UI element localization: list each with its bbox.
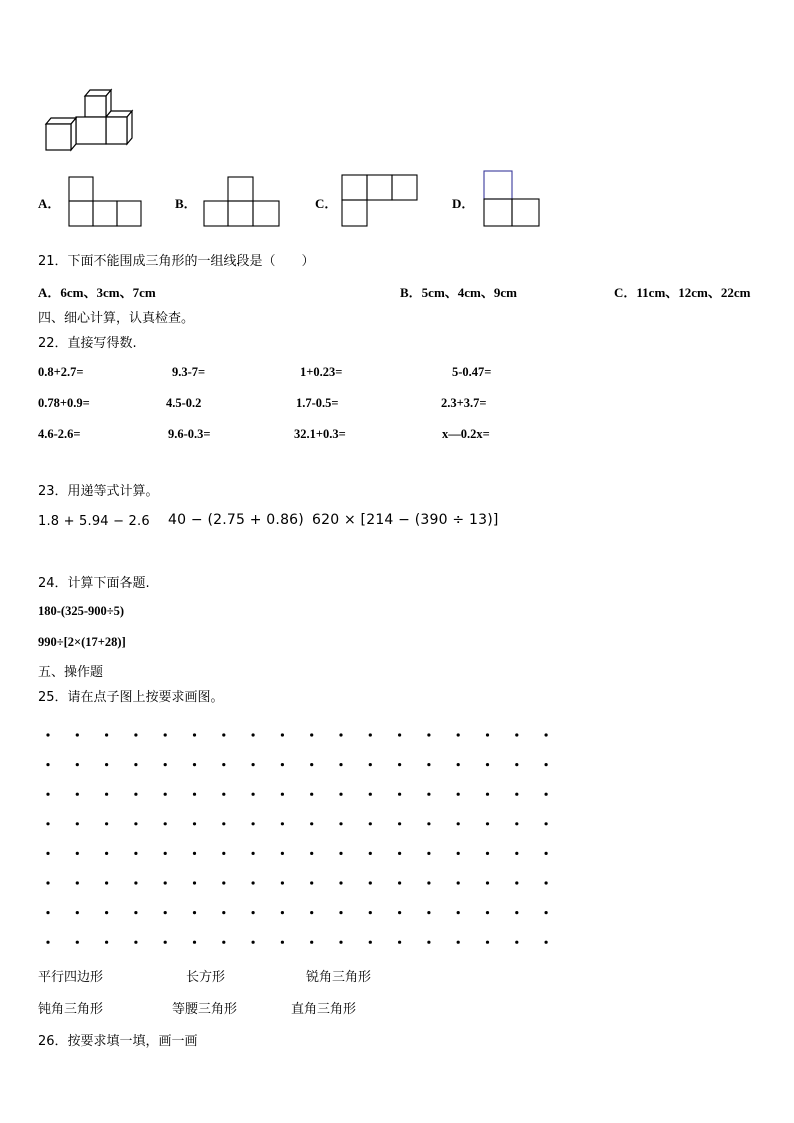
grid-dot[interactable] xyxy=(545,852,548,855)
grid-dot[interactable] xyxy=(457,911,460,914)
grid-dot[interactable] xyxy=(339,881,342,884)
grid-dot[interactable] xyxy=(46,911,49,914)
grid-dot[interactable] xyxy=(545,733,548,736)
grid-dot[interactable] xyxy=(545,763,548,766)
grid-dot[interactable] xyxy=(193,911,196,914)
grid-dot[interactable] xyxy=(545,822,548,825)
grid-dot[interactable] xyxy=(486,793,489,796)
grid-dot[interactable] xyxy=(134,881,137,884)
grid-dot[interactable] xyxy=(369,911,372,914)
grid-dot[interactable] xyxy=(310,941,313,944)
q22-item: 9.6-0.3= xyxy=(168,427,211,441)
grid-dot[interactable] xyxy=(76,822,79,825)
grid-dot[interactable] xyxy=(193,941,196,944)
grid-dot[interactable] xyxy=(515,733,518,736)
grid-dot[interactable] xyxy=(369,881,372,884)
grid-dot[interactable] xyxy=(164,852,167,855)
q22-item: x—0.2x= xyxy=(442,427,490,441)
grid-dot[interactable] xyxy=(134,911,137,914)
q23-expr: 1.8 + 5.94 − 2.6 xyxy=(38,514,150,529)
grid-dot[interactable] xyxy=(427,793,430,796)
q25-label: 长方形 xyxy=(186,970,226,985)
grid-dot[interactable] xyxy=(545,881,548,884)
grid-dot[interactable] xyxy=(222,793,225,796)
grid-dot[interactable] xyxy=(105,881,108,884)
q22-item: 5-0.47= xyxy=(452,365,492,379)
grid-dot[interactable] xyxy=(398,881,401,884)
q25-stem: 25．请在点子图上按要求画图。 xyxy=(38,690,224,705)
grid-dot[interactable] xyxy=(164,822,167,825)
grid-dot[interactable] xyxy=(134,941,137,944)
grid-dot[interactable] xyxy=(457,763,460,766)
grid-dot[interactable] xyxy=(310,881,313,884)
grid-dot[interactable] xyxy=(281,941,284,944)
q22-item: 1.7-0.5= xyxy=(296,396,339,410)
section-5-heading: 五、操作题 xyxy=(38,665,104,680)
grid-dot[interactable] xyxy=(281,763,284,766)
grid-dot[interactable] xyxy=(134,763,137,766)
grid-dot[interactable] xyxy=(427,763,430,766)
grid-dot[interactable] xyxy=(222,822,225,825)
q23-expr: 40 − (2.75 + 0.86) xyxy=(168,512,304,528)
grid-dot[interactable] xyxy=(134,852,137,855)
option-a-view-icon xyxy=(68,176,142,228)
grid-dot[interactable] xyxy=(457,852,460,855)
grid-dot[interactable] xyxy=(369,852,372,855)
q24-item: 990÷[2×(17+28)] xyxy=(38,635,126,649)
grid-dot[interactable] xyxy=(369,733,372,736)
grid-dot[interactable] xyxy=(486,881,489,884)
grid-dot[interactable] xyxy=(46,793,49,796)
grid-dot[interactable] xyxy=(76,941,79,944)
q22-stem: 22．直接写得数. xyxy=(38,336,137,351)
grid-dot[interactable] xyxy=(339,822,342,825)
grid-dot[interactable] xyxy=(193,733,196,736)
grid-dot[interactable] xyxy=(76,852,79,855)
grid-dot[interactable] xyxy=(457,822,460,825)
grid-dot[interactable] xyxy=(105,733,108,736)
grid-dot[interactable] xyxy=(252,763,255,766)
q21-stem: 21．下面不能围成三角形的一组线段是（ ） xyxy=(38,254,315,269)
grid-dot[interactable] xyxy=(105,911,108,914)
grid-dot[interactable] xyxy=(76,763,79,766)
grid-dot[interactable] xyxy=(134,733,137,736)
section-4-heading: 四、细心计算，认真检查。 xyxy=(38,311,195,326)
grid-dot[interactable] xyxy=(457,793,460,796)
grid-dot[interactable] xyxy=(398,852,401,855)
grid-dot[interactable] xyxy=(164,911,167,914)
grid-dot[interactable] xyxy=(76,733,79,736)
grid-dot[interactable] xyxy=(545,793,548,796)
option-a-letter: A． xyxy=(38,196,61,211)
grid-dot[interactable] xyxy=(46,941,49,944)
grid-dot[interactable] xyxy=(486,941,489,944)
grid-dot[interactable] xyxy=(252,941,255,944)
grid-dot[interactable] xyxy=(46,763,49,766)
dot-grid[interactable] xyxy=(40,727,560,953)
grid-dot[interactable] xyxy=(339,733,342,736)
grid-dot[interactable] xyxy=(545,941,548,944)
grid-dot[interactable] xyxy=(486,852,489,855)
grid-dot[interactable] xyxy=(164,793,167,796)
grid-dot[interactable] xyxy=(46,733,49,736)
grid-dot[interactable] xyxy=(310,733,313,736)
grid-dot[interactable] xyxy=(310,763,313,766)
grid-dot[interactable] xyxy=(76,881,79,884)
grid-dot[interactable] xyxy=(369,822,372,825)
grid-dot[interactable] xyxy=(457,941,460,944)
q21-option-a: A．6cm、3cm、7cm xyxy=(38,285,156,300)
grid-dot[interactable] xyxy=(486,911,489,914)
option-b-letter: B． xyxy=(175,196,197,211)
grid-dot[interactable] xyxy=(46,852,49,855)
grid-dot[interactable] xyxy=(515,822,518,825)
grid-dot[interactable] xyxy=(252,852,255,855)
grid-dot[interactable] xyxy=(134,822,137,825)
q22-item: 9.3-7= xyxy=(172,365,206,379)
q22-item: 2.3+3.7= xyxy=(441,396,487,410)
grid-dot[interactable] xyxy=(339,852,342,855)
option-c-view-icon xyxy=(341,174,419,228)
grid-dot[interactable] xyxy=(46,881,49,884)
q22-item: 32.1+0.3= xyxy=(294,427,346,441)
grid-dot[interactable] xyxy=(281,911,284,914)
option-c-letter: C． xyxy=(315,196,338,211)
q22-item: 4.5-0.2 xyxy=(166,396,202,410)
grid-dot[interactable] xyxy=(252,822,255,825)
grid-dot[interactable] xyxy=(105,793,108,796)
q22-item: 4.6-2.6= xyxy=(38,427,81,441)
grid-dot[interactable] xyxy=(281,733,284,736)
grid-dot[interactable] xyxy=(427,822,430,825)
q25-label: 钝角三角形 xyxy=(38,1002,104,1017)
grid-dot[interactable] xyxy=(427,733,430,736)
grid-dot[interactable] xyxy=(515,911,518,914)
grid-dot[interactable] xyxy=(339,911,342,914)
grid-dot[interactable] xyxy=(105,852,108,855)
grid-dot[interactable] xyxy=(398,911,401,914)
grid-dot[interactable] xyxy=(310,793,313,796)
grid-dot[interactable] xyxy=(76,911,79,914)
grid-dot[interactable] xyxy=(164,941,167,944)
grid-dot[interactable] xyxy=(398,822,401,825)
q21-option-b: B．5cm、4cm、9cm xyxy=(400,285,517,300)
grid-dot[interactable] xyxy=(545,911,548,914)
q24-item: 180-(325-900÷5) xyxy=(38,604,125,618)
grid-dot[interactable] xyxy=(398,793,401,796)
q25-label: 锐角三角形 xyxy=(306,970,372,985)
grid-dot[interactable] xyxy=(486,763,489,766)
grid-dot[interactable] xyxy=(310,852,313,855)
grid-dot[interactable] xyxy=(339,763,342,766)
q22-item: 0.78+0.9= xyxy=(38,396,90,410)
grid-dot[interactable] xyxy=(281,881,284,884)
grid-dot[interactable] xyxy=(339,793,342,796)
grid-dot[interactable] xyxy=(427,911,430,914)
grid-dot[interactable] xyxy=(134,793,137,796)
grid-dot[interactable] xyxy=(252,733,255,736)
grid-dot[interactable] xyxy=(486,822,489,825)
grid-dot[interactable] xyxy=(222,733,225,736)
cube-solid-figure xyxy=(40,86,140,156)
grid-dot[interactable] xyxy=(281,822,284,825)
grid-dot[interactable] xyxy=(457,881,460,884)
grid-dot[interactable] xyxy=(105,822,108,825)
grid-dot[interactable] xyxy=(222,941,225,944)
grid-dot[interactable] xyxy=(252,881,255,884)
grid-dot[interactable] xyxy=(164,733,167,736)
grid-dot[interactable] xyxy=(515,793,518,796)
grid-dot[interactable] xyxy=(105,941,108,944)
grid-dot[interactable] xyxy=(46,822,49,825)
grid-dot[interactable] xyxy=(310,911,313,914)
grid-dot[interactable] xyxy=(164,881,167,884)
grid-dot[interactable] xyxy=(193,852,196,855)
q24-stem: 24．计算下面各题. xyxy=(38,576,150,591)
grid-dot[interactable] xyxy=(427,881,430,884)
q25-label: 等腰三角形 xyxy=(172,1002,238,1017)
option-d-view-icon xyxy=(483,170,541,228)
grid-dot[interactable] xyxy=(515,852,518,855)
grid-dot[interactable] xyxy=(193,822,196,825)
grid-dot[interactable] xyxy=(427,941,430,944)
grid-dot[interactable] xyxy=(76,793,79,796)
q25-label: 平行四边形 xyxy=(38,970,104,985)
grid-dot[interactable] xyxy=(105,763,108,766)
q25-label: 直角三角形 xyxy=(291,1002,357,1017)
grid-dot[interactable] xyxy=(515,941,518,944)
grid-dot[interactable] xyxy=(222,763,225,766)
grid-dot[interactable] xyxy=(398,733,401,736)
grid-dot[interactable] xyxy=(515,763,518,766)
grid-dot[interactable] xyxy=(252,911,255,914)
q23-stem: 23．用递等式计算。 xyxy=(38,484,159,499)
grid-dot[interactable] xyxy=(222,852,225,855)
grid-dot[interactable] xyxy=(457,733,460,736)
grid-dot[interactable] xyxy=(486,733,489,736)
grid-dot[interactable] xyxy=(193,763,196,766)
grid-dot[interactable] xyxy=(339,941,342,944)
grid-dot[interactable] xyxy=(369,793,372,796)
option-d-letter: D． xyxy=(452,196,475,211)
grid-dot[interactable] xyxy=(281,793,284,796)
grid-dot[interactable] xyxy=(193,793,196,796)
grid-dot[interactable] xyxy=(222,911,225,914)
grid-dot[interactable] xyxy=(164,763,167,766)
grid-dot[interactable] xyxy=(310,822,313,825)
q26-stem: 26．按要求填一填，画一画 xyxy=(38,1034,198,1049)
grid-dot[interactable] xyxy=(398,763,401,766)
grid-dot[interactable] xyxy=(252,793,255,796)
q21-option-c: C．11cm、12cm、22cm xyxy=(614,285,751,300)
q22-item: 1+0.23= xyxy=(300,365,343,379)
q23-expr: 620 × [214 − (390 ÷ 13)] xyxy=(312,512,499,528)
grid-dot[interactable] xyxy=(369,763,372,766)
grid-dot[interactable] xyxy=(515,881,518,884)
option-b-view-icon xyxy=(203,176,281,228)
grid-dot[interactable] xyxy=(369,941,372,944)
q22-item: 0.8+2.7= xyxy=(38,365,84,379)
grid-dot[interactable] xyxy=(193,881,196,884)
grid-dot[interactable] xyxy=(281,852,284,855)
grid-dot[interactable] xyxy=(427,852,430,855)
grid-dot[interactable] xyxy=(222,881,225,884)
grid-dot[interactable] xyxy=(398,941,401,944)
